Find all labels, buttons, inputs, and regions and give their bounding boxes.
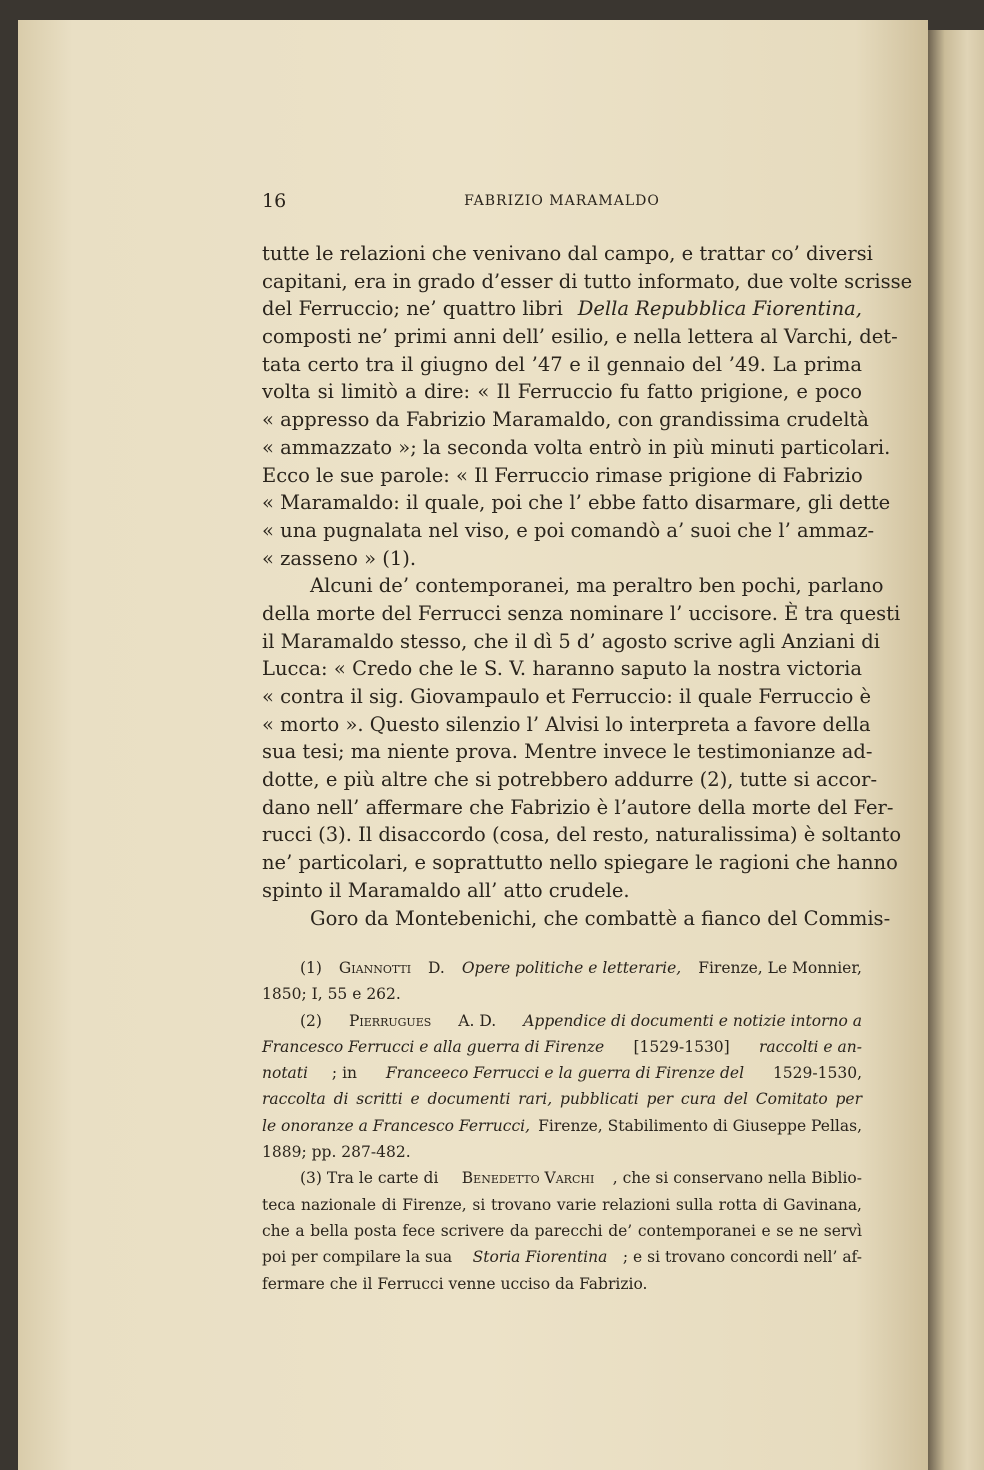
text-segment: ; in xyxy=(331,1064,362,1083)
footnote-line xyxy=(262,1192,862,1218)
text-line xyxy=(262,794,894,822)
text-segment: « Maramaldo: il quale, poi che l’ ebbe fatto disarmare, gli dette xyxy=(262,491,891,515)
text-line xyxy=(262,600,901,628)
text-segment: [1529-1530] xyxy=(628,1037,735,1056)
text-line xyxy=(262,545,862,573)
text-segment: tata certo tra il giugno del ’47 e il gennaio del ’49. La prima xyxy=(262,352,862,376)
text-segment: capitani, era in grado d’esser di tutto informato, due volte scrisse xyxy=(262,269,913,293)
text-line xyxy=(262,877,862,905)
text-line xyxy=(262,905,891,933)
text-segment: Firenze, Le Monnier, xyxy=(693,959,862,977)
text-segment: (1) xyxy=(300,959,327,977)
text-segment: , che si conservano nella Biblio- xyxy=(612,1169,862,1188)
text-segment: Opere politiche e letterarie, xyxy=(461,959,682,977)
footnote-line xyxy=(262,1244,862,1270)
text-segment: 1529-1530, xyxy=(768,1064,862,1083)
page-header xyxy=(262,190,862,216)
footnote-line xyxy=(262,981,862,1007)
footnote-line xyxy=(262,1218,862,1244)
footnote-line xyxy=(262,1086,862,1112)
text-segment: Ecco le sue parole: « Il Ferruccio rimase prigione di Fabrizio xyxy=(262,463,863,487)
text-segment: tutte le relazioni che venivano dal campo, e trattar co’ diversi xyxy=(262,242,873,265)
text-segment: Storia Fiorentina xyxy=(472,1248,608,1267)
footnote-line xyxy=(262,955,862,981)
text-segment: dotte, e più altre che si potrebbero addurre (2), tutte si accor- xyxy=(262,768,878,792)
footnote-line xyxy=(262,1113,862,1139)
text-segment: della morte del Ferrucci senza nominare l’ uccisore. È tra questi xyxy=(262,601,901,625)
text-segment: teca nazionale di Firenze, si trovano varie relazioni sulla rotta di Gavinana, xyxy=(262,1195,862,1214)
text-segment: Giannotti xyxy=(338,959,412,977)
text-line xyxy=(262,628,880,656)
text-segment: raccolta di scritti e documenti rari, pubblicati per cura del Comitato per xyxy=(262,1090,862,1109)
text-segment: Firenze, Stabilimento di Giuseppe Pellas, xyxy=(533,1116,862,1135)
text-line xyxy=(262,378,862,406)
footnote-line xyxy=(262,1271,862,1297)
text-line xyxy=(262,462,862,490)
text-segment: « una pugnalata nel viso, e poi comandò a’ suoi che l’ ammaz- xyxy=(262,518,875,542)
text-segment: (2) xyxy=(300,1011,327,1030)
page-number: 16 xyxy=(262,190,287,212)
text-segment: spinto il Maramaldo all’ atto crudele. xyxy=(262,878,630,902)
text-line xyxy=(262,268,913,296)
body-text xyxy=(262,240,913,932)
text-segment: dano nell’ affermare che Fabrizio è l’autore della morte del Fer- xyxy=(262,795,894,819)
text-segment: « zasseno » (1). xyxy=(262,546,417,570)
text-segment: Della Repubblica Fiorentina, xyxy=(577,297,862,321)
text-segment: « ammazzato »; la seconda volta entrò in più minuti particolari. xyxy=(262,435,891,459)
text-line xyxy=(262,240,873,268)
text-segment: del Ferruccio; ne’ quattro libri xyxy=(262,297,570,321)
text-segment: A. D. xyxy=(453,1011,502,1030)
text-segment: che a bella posta fece scrivere da parecchi de’ contemporanei e se ne servì xyxy=(262,1221,862,1240)
text-line xyxy=(262,489,891,517)
text-line xyxy=(262,572,884,600)
text-segment: composti ne’ primi anni dell’ esilio, e nella lettera al Varchi, det- xyxy=(262,325,898,349)
text-segment: notati xyxy=(262,1064,308,1083)
text-segment: sua tesi; ma niente prova. Mentre invece le testimonianze ad- xyxy=(262,740,873,764)
facing-page-edge xyxy=(928,30,984,1470)
text-line xyxy=(262,323,898,351)
text-line xyxy=(262,517,875,545)
text-segment: Pierrugues xyxy=(349,1011,432,1030)
text-segment: rucci (3). Il disaccordo (cosa, del resto, naturalissima) è soltanto xyxy=(262,823,902,847)
text-segment: (3) Tra le carte di xyxy=(300,1169,444,1188)
text-segment: poi per compilare la sua xyxy=(262,1248,458,1267)
text-segment: ne’ particolari, e soprattutto nello spiegare le ragioni che hanno xyxy=(262,851,898,875)
text-segment: « contra il sig. Giovampaulo et Ferruccio: il quale Ferruccio è xyxy=(262,685,872,708)
text-segment: Goro da Montebenichi, che combattè a fianco del Commis- xyxy=(310,906,891,930)
text-segment: fermare che il Ferrucci venne ucciso da Fabrizio. xyxy=(262,1274,648,1293)
text-segment: le onoranze a Francesco Ferrucci, xyxy=(262,1116,531,1135)
text-line xyxy=(262,711,871,739)
text-line xyxy=(262,821,902,849)
text-segment: Benedetto Varchi xyxy=(461,1169,595,1188)
text-segment: 1850; I, 55 e 262. xyxy=(262,985,401,1004)
text-segment: raccolti e an- xyxy=(759,1037,862,1056)
text-segment: « appresso da Fabrizio Maramaldo, con grandissima crudeltà xyxy=(262,408,869,432)
text-segment: « morto ». Questo silenzio l’ Alvisi lo interpreta a favore della xyxy=(262,712,871,736)
footnote-line xyxy=(262,1139,862,1165)
text-line xyxy=(262,295,862,323)
footnote-line xyxy=(262,1034,862,1060)
text-line xyxy=(262,434,891,462)
text-line xyxy=(262,655,862,683)
text-segment: D. xyxy=(423,959,450,977)
text-segment: Lucca: « Credo che le S. V. haranno saputo la nostra victoria xyxy=(262,657,862,681)
text-segment: Francesco Ferrucci e alla guerra di Firenze xyxy=(262,1037,605,1056)
text-line xyxy=(262,351,862,379)
text-segment: Alcuni de’ contemporanei, ma peraltro ben pochi, parlano xyxy=(310,574,884,598)
text-segment: volta si limitò a dire: « Il Ferruccio fu fatto prigione, e poco xyxy=(262,380,862,404)
text-line xyxy=(262,766,878,794)
text-segment: Franceeco Ferrucci e la guerra di Firenze del xyxy=(385,1064,745,1083)
running-title: FABRIZIO MARAMALDO xyxy=(464,193,660,209)
text-line xyxy=(262,406,869,434)
text-segment: Appendice di documenti e notizie intorno a xyxy=(523,1011,862,1030)
text-line xyxy=(262,738,873,766)
footnotes xyxy=(262,955,862,1297)
footnote-line xyxy=(262,1060,862,1086)
text-segment: il Maramaldo stesso, che il dì 5 d’ agosto scrive agli Anziani di xyxy=(262,629,880,653)
text-line xyxy=(262,849,898,877)
text-segment: ; e si trovano concordi nell’ af- xyxy=(622,1248,862,1267)
footnote-line xyxy=(262,1165,862,1191)
text-line xyxy=(262,683,872,711)
text-segment: 1889; pp. 287-482. xyxy=(262,1143,411,1162)
footnote-line xyxy=(262,1008,862,1034)
